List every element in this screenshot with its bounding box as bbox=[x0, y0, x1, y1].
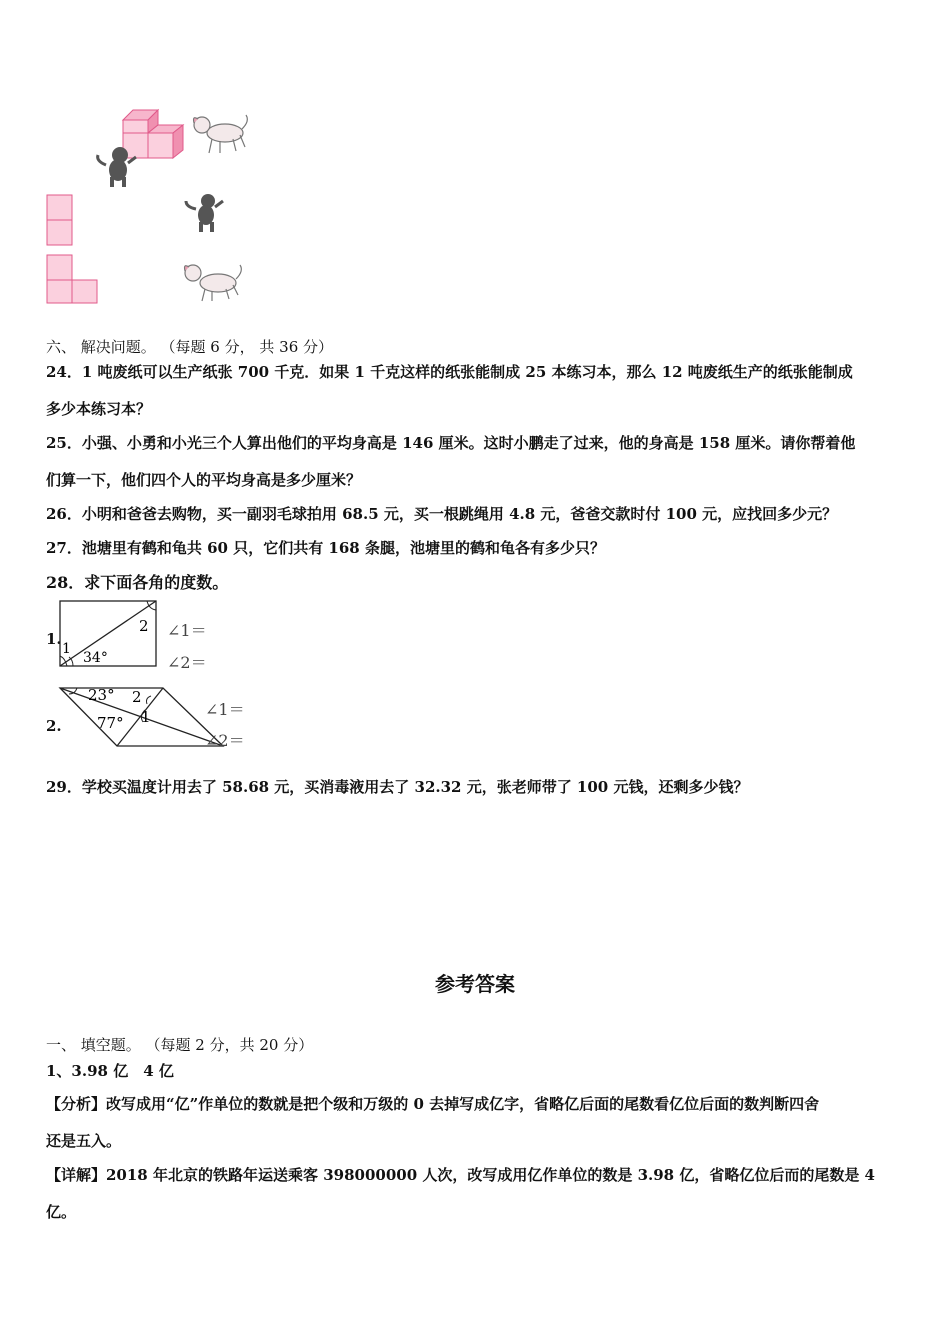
rectangle-figure bbox=[55, 598, 225, 673]
fig2-angle-b: 77° bbox=[97, 714, 124, 732]
detail-line2: 亿。 bbox=[46, 1203, 77, 1221]
fig1-label: 1. bbox=[46, 630, 62, 648]
fig2-answer2: ∠2＝ bbox=[205, 731, 245, 750]
monkey-icon-2 bbox=[186, 194, 223, 232]
dog-icon bbox=[194, 115, 248, 153]
fig1-answer2: ∠2＝ bbox=[167, 653, 207, 672]
cube-stack-icon bbox=[123, 110, 183, 158]
fig1-answer1: ∠1＝ bbox=[167, 621, 207, 640]
views-figure bbox=[40, 95, 260, 310]
question-24-line1: 24．1 吨废纸可以生产纸张 700 千克．如果 1 千克这样的纸张能制成 25 本练习本，那么 12 吨废纸生产的纸张能制成 bbox=[46, 363, 853, 381]
fig2-angle-a: 23° bbox=[88, 686, 115, 704]
fig1-angle2-label: 2 bbox=[139, 617, 149, 635]
fig2-answer1: ∠1＝ bbox=[205, 700, 245, 719]
analysis-line2: 还是五入。 bbox=[46, 1132, 122, 1150]
fig2-angle1-label: 1 bbox=[141, 708, 151, 726]
analysis-line1: 【分析】改写成用“亿”作单位的数就是把个级和万级的 0 去掉写成亿字，省略亿后面的尾数看亿位后面的数判断四舍 bbox=[46, 1095, 820, 1113]
question-25-line1: 25．小强、小勇和小光三个人算出他们的平均身高是 146 厘米。这时小鹏走了过来，他的身高是 158 厘米。请你帮着他 bbox=[46, 434, 856, 452]
fig2-label: 2. bbox=[46, 717, 62, 735]
fig1-angle-given: 34° bbox=[83, 650, 108, 666]
fig1-angle1-label: 1 bbox=[62, 641, 71, 657]
view-side bbox=[47, 255, 97, 303]
section-heading: 六、 解决问题。 （每题 6 分， 共 36 分） bbox=[46, 338, 334, 356]
question-25-line2: 们算一下，他们四个人的平均身高是多少厘米？ bbox=[46, 471, 362, 489]
fig2-angle2-label: 2 bbox=[132, 688, 142, 706]
parallelogram-figure bbox=[55, 682, 255, 752]
dog-icon-2 bbox=[185, 265, 242, 301]
answers-title: 参考答案 bbox=[435, 972, 515, 996]
answer-1: 1、3.98 亿 4 亿 bbox=[46, 1062, 174, 1080]
question-27: 27．池塘里有鹤和龟共 60 只，它们共有 168 条腿，池塘里的鹤和龟各有多少只？ bbox=[46, 539, 605, 557]
question-28: 28．求下面各角的度数。 bbox=[46, 573, 229, 592]
answers-section1: 一、 填空题。 （每题 2 分，共 20 分） bbox=[46, 1036, 314, 1054]
detail-line1: 【详解】2018 年北京的铁路年运送乘客 398000000 人次，改写成用亿作单位的数是 3.98 亿，省略亿位后而的尾数是 4 bbox=[46, 1166, 875, 1184]
question-29: 29．学校买温度计用去了 58.68 元，买消毒液用去了 32.32 元，张老师带了 100 元钱，还剩多少钱？ bbox=[46, 778, 749, 796]
view-front bbox=[47, 195, 72, 245]
question-24-line2: 多少本练习本？ bbox=[46, 400, 152, 418]
question-26: 26．小明和爸爸去购物，买一副羽毛球拍用 68.5 元，买一根跳绳用 4.8 元，爸爸交款时付 100 元，应找回多少元？ bbox=[46, 505, 838, 523]
